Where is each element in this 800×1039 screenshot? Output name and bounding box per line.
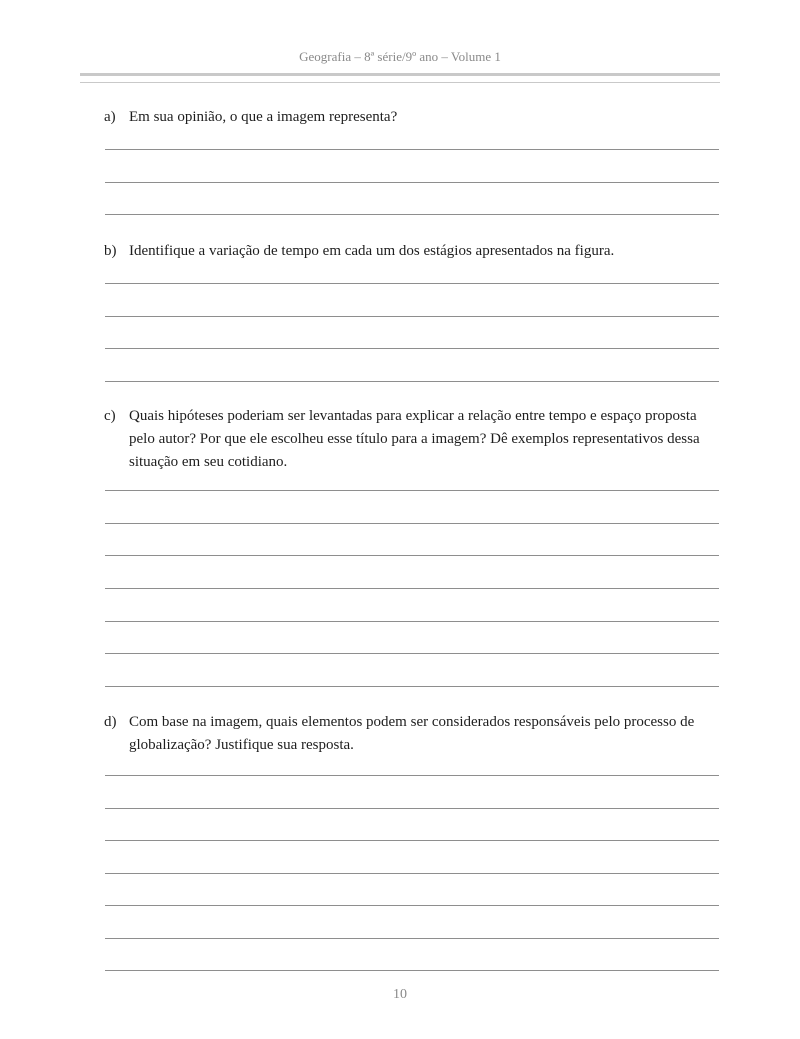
question-letter: a) bbox=[104, 109, 116, 125]
answer-line[interactable] bbox=[105, 182, 719, 183]
question-letter: d) bbox=[104, 714, 117, 730]
answer-line[interactable] bbox=[105, 316, 719, 317]
header-rule bbox=[80, 73, 720, 83]
question-d bbox=[104, 711, 720, 757]
answer-line[interactable] bbox=[105, 588, 719, 589]
question-text: Em sua opinião, o que a imagem representa? bbox=[129, 109, 398, 125]
page-number: 10 bbox=[393, 987, 407, 1002]
running-header: Geografia – 8ª série/9º ano – Volume 1 bbox=[299, 49, 501, 64]
answer-line[interactable] bbox=[105, 283, 719, 284]
question-letter: b) bbox=[104, 243, 117, 259]
answer-line[interactable] bbox=[105, 555, 719, 556]
answer-line[interactable] bbox=[105, 653, 719, 654]
answer-line[interactable] bbox=[105, 873, 719, 874]
question-a bbox=[104, 106, 720, 129]
question-text: Quais hipóteses poderiam ser levantadas para explicar a relação entre tempo e espaço proposta pelo autor? Por que ele escolheu esse título para a imagem? Dê exemplos representativos dessa situação em seu cotidiano. bbox=[129, 408, 700, 470]
answer-line[interactable] bbox=[105, 905, 719, 906]
answer-line[interactable] bbox=[105, 381, 719, 382]
question-text: Identifique a variação de tempo em cada um dos estágios apresentados na figura. bbox=[129, 243, 615, 259]
answer-line[interactable] bbox=[105, 523, 719, 524]
question-c bbox=[104, 405, 720, 474]
question-text: Com base na imagem, quais elementos podem ser considerados responsáveis pelo processo de globalização? Justifique sua resposta. bbox=[129, 714, 695, 753]
answer-line[interactable] bbox=[105, 840, 719, 841]
answer-line[interactable] bbox=[105, 149, 719, 150]
answer-line[interactable] bbox=[105, 938, 719, 939]
question-letter: c) bbox=[104, 408, 116, 424]
answer-line[interactable] bbox=[105, 970, 719, 971]
answer-line[interactable] bbox=[105, 686, 719, 687]
answer-line[interactable] bbox=[105, 348, 719, 349]
answer-line[interactable] bbox=[105, 775, 719, 776]
answer-line[interactable] bbox=[105, 490, 719, 491]
answer-line[interactable] bbox=[105, 621, 719, 622]
answer-line[interactable] bbox=[105, 214, 719, 215]
question-b bbox=[104, 240, 720, 263]
answer-line[interactable] bbox=[105, 808, 719, 809]
